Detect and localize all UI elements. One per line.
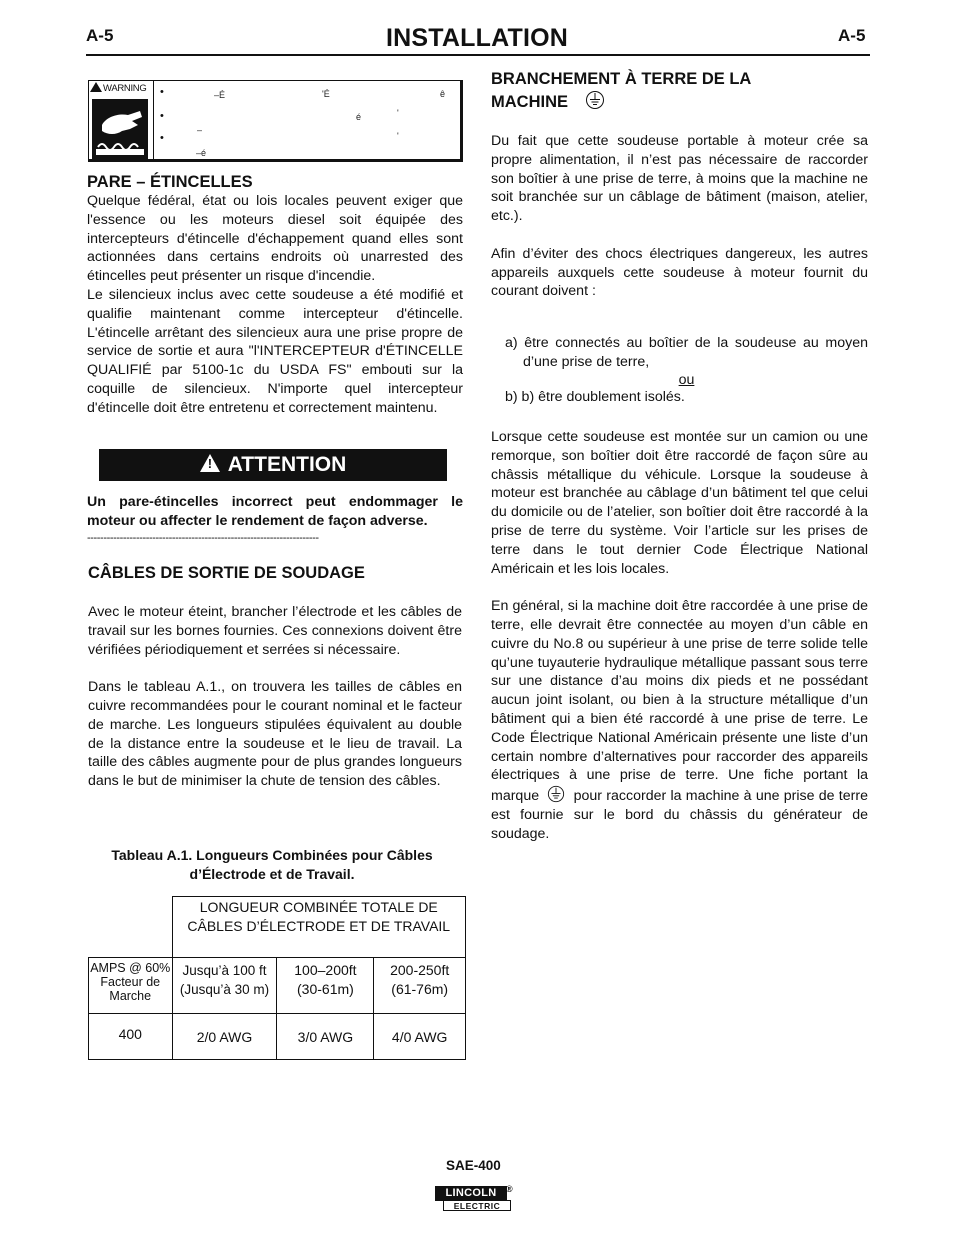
warning-label: WARNING — [90, 82, 146, 95]
warning-fragment: ê — [440, 89, 446, 99]
page-code-left: A-5 — [86, 26, 114, 45]
warning-triangle-icon — [90, 82, 102, 92]
ground-symbol-icon — [585, 90, 605, 110]
grounding-details-text — [491, 428, 868, 844]
hot-parts-icon — [88, 95, 152, 161]
table-cell: 400 — [89, 1014, 173, 1060]
table-group-header: LONGUEUR COMBINÉE TOTALE DE CÂBLES D’ÉLECTRODE ET DE TRAVAIL — [172, 897, 466, 958]
page-title: INSTALLATION — [385, 24, 568, 52]
machine-grounding-heading: BRANCHEMENT À TERRE DE LA MACHINE — [491, 70, 752, 111]
table-col-header: Jusqu’à 100 ft (Jusqu’à 30 m) — [172, 958, 277, 1014]
grounding-requirements-list — [505, 334, 868, 406]
paragraph: Dans le tableau A.1., on trouvera les tailles de câbles en cuivre recommandées pour le courant nominal et le facteur de marche. Les longueurs stipulées équivalent au double de la distance entre la soudeuse et le lieu de travail. La taille des câbles augmente pour de plus grandes longueurs dans le but de minimiser la chute de tension des câbles. — [88, 679, 462, 790]
attention-banner: !ATTENTION — [99, 449, 447, 481]
table-col-header: 100–200ft (30-61m) — [277, 958, 374, 1014]
table-caption: Tableau A.1. Longueurs Combinées pour Câbles d’Électrode et de Travail. — [111, 847, 433, 882]
table-cell: 3/0 AWG — [277, 1014, 374, 1060]
model-name: SAE-400 — [446, 1158, 501, 1173]
warning-bullet: • — [160, 132, 164, 144]
table-row-header: AMPS @ 60% Facteur de Marche — [89, 958, 173, 1014]
warning-fragment: –é — [196, 148, 207, 158]
warning-pictogram — [88, 80, 154, 162]
warning-fragment: ' — [397, 131, 399, 141]
paragraph: Lorsque cette soudeuse est montée sur un camion ou une remorque, son boîtier doit être raccordé de façon sûre au châssis métallique du véhicule. Lorsque la soudeuse à moteur est branchée au câblage d’un bâtiment tel que celui du domicile ou de l’atelier, son boîtier doit être raccordé à la prise de terre du système. Voir l’article sur les prises de terre dans le tout dernier Code Électrique National Américain et les lois locales. — [491, 429, 868, 577]
table-cell: 2/0 AWG — [172, 1014, 277, 1060]
warning-fragment: ' — [397, 108, 399, 118]
attention-text: Un pare-étincelles incorrect peut endommager le moteur ou affecter le rendement de façon adverse. — [87, 494, 463, 529]
paragraph: En général, si la machine doit être raccordée à une prise de terre, elle devrait être connectée au moyen d’un câble en cuivre du No.8 ou supérieur à une prise de terre solide telle qu’une tuyauterie hydraulique métallique passant sous terre sur une distance d’au moins dix pieds et ne possédant aucun joint isolant, ou bien à la structure métallique d’un bâtiment qui a bien été raccordé à une prise de terre. Le Code Électrique National Américain présente une liste d’un certain nombre d’alternatives pour raccorder des appareils électriques à une prise de terre. Une fiche portant la marque pour raccorder la machine à une prise de terre est fournie sur le bord du châssis du générateur de soudage. — [491, 598, 868, 842]
cable-size-table — [88, 896, 466, 1060]
lincoln-electric-logo: LINCOLN ® ELECTRIC — [435, 1186, 513, 1212]
warning-bullet: • — [160, 110, 164, 122]
header-rule — [86, 54, 870, 56]
welding-cables-heading: CÂBLES DE SORTIE DE SOUDAGE — [88, 564, 365, 582]
list-or: ou — [678, 371, 695, 388]
warning-fragment: 'É — [322, 89, 330, 99]
paragraph: Avec le moteur éteint, brancher l’électrode et les câbles de travail sur les bornes fournies. Ces connexions doivent être vérifiées périodiquement et serrées si nécessaire. — [88, 604, 462, 658]
welding-cables-text — [88, 603, 462, 791]
spark-arrestor-text — [87, 192, 463, 418]
warning-fragment: é — [356, 112, 362, 122]
table-corner — [89, 897, 173, 958]
list-item: b) b) être doublement isolés. — [505, 388, 685, 405]
warning-fragment: –É — [214, 90, 226, 100]
warning-bullet: • — [160, 86, 164, 98]
ground-symbol-icon — [547, 785, 565, 803]
spark-arrestor-heading: PARE – ÉTINCELLES — [87, 173, 253, 191]
dashed-separator: ----------------------------------------------------------------------- — [87, 532, 319, 544]
paragraph: Le silencieux inclus avec cette soudeuse a été modifié et qualifie maintenant comme intercepteur d'étincelle. L'étincelle arrêtant des silencieux aura une prise propre de service de sortie et aura "l'INTERCEPTEUR d'ÉTINCELLE QUALIFIÉ par 5100-1c du USDA FS" embouti sur la coquille de silencieux. N'importe quel intercepteur d'étincelle doit être entretenu et correctement maintenu. — [87, 286, 463, 416]
paragraph: Quelque fédéral, état ou lois locales peuvent exiger que l'essence ou les moteurs diesel soit équipée des intercepteurs d'étincelle d'échappement quand elles sont actionnées dans certains endroits où unarrested des étincelles peut présenter un risque d'incendie. — [87, 193, 463, 285]
paragraph: Afin d’éviter des chocs électriques dangereux, les autres appareils auxquels cette soudeuse à moteur fournit du courant doivent : — [491, 245, 868, 300]
grounding-text — [491, 132, 868, 301]
warning-fragment: – — [197, 125, 203, 135]
table-col-header: 200-250ft (61-76m) — [374, 958, 466, 1014]
page-code-right: A-5 — [838, 26, 866, 45]
list-item: a) être connectés au boîtier de la soudeuse au moyen d’une prise de terre, — [505, 335, 868, 370]
caution-triangle-icon — [200, 454, 220, 472]
table-cell: 4/0 AWG — [374, 1014, 466, 1060]
paragraph: Du fait que cette soudeuse portable à moteur crée sa propre alimentation, il n’est pas nécessaire de raccorder son boîtier à une prise de terre, à moins que la machine ne soit branchée sur un câblage de bâtiment (maison, atelier, etc.). — [491, 133, 868, 225]
